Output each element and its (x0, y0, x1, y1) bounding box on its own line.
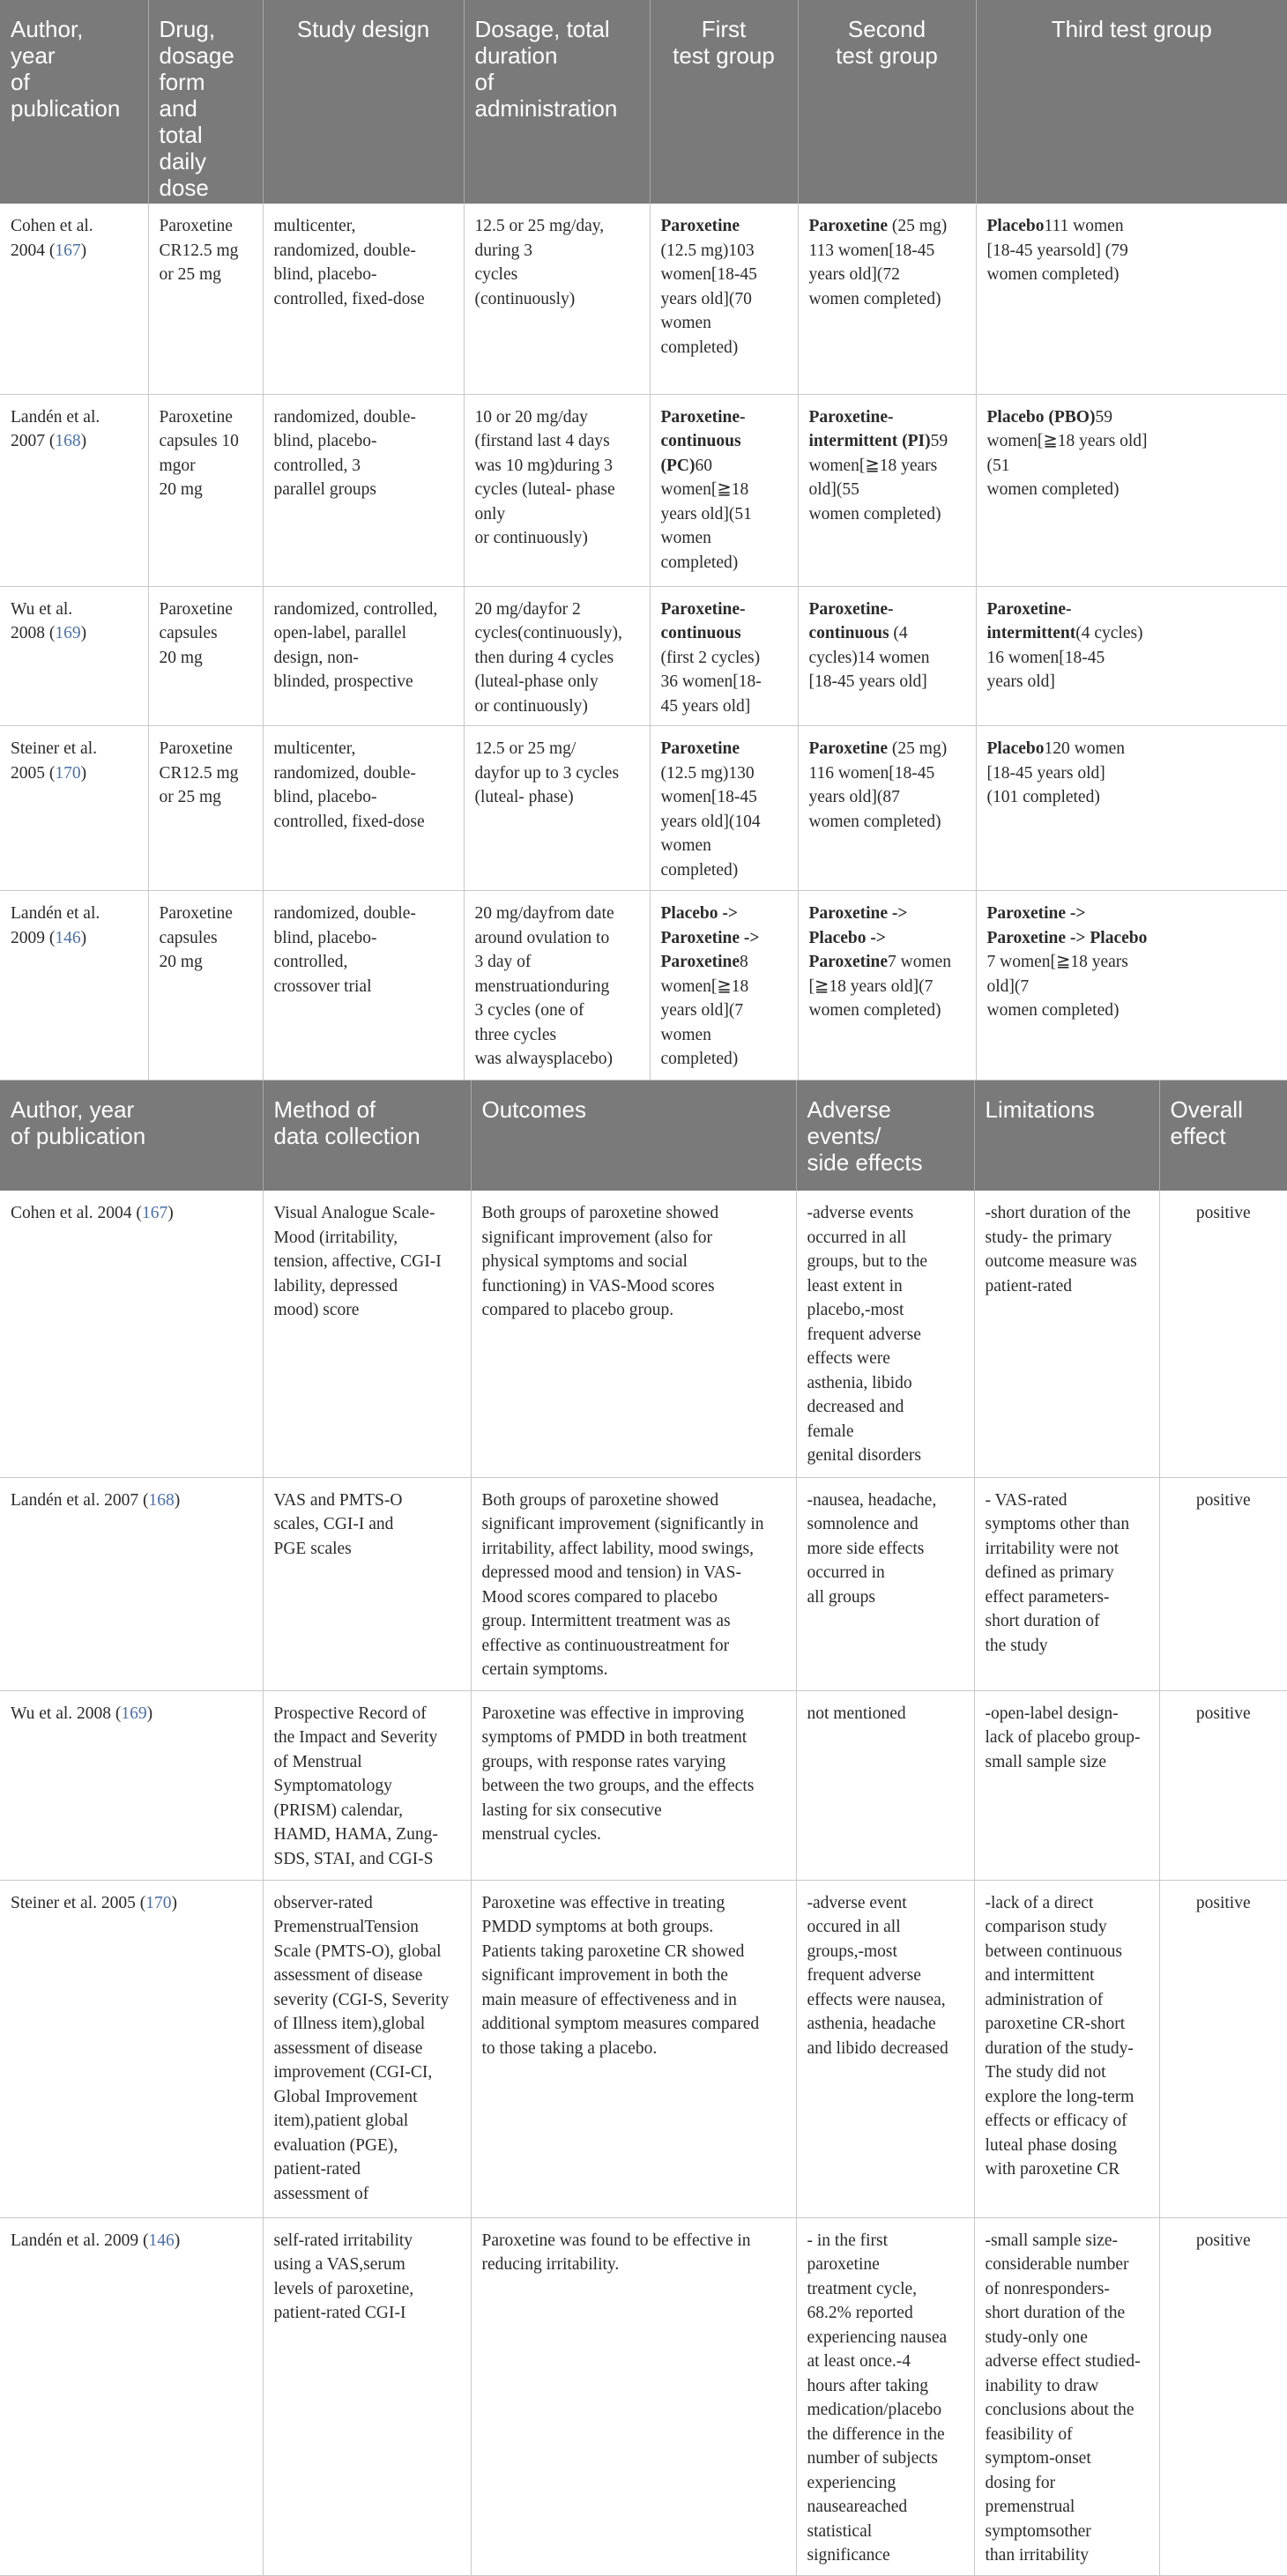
cell-author (0, 1191, 263, 1477)
cell-design: multicenter, randomized, double- blind, placebo- controlled, fixed-dose (263, 204, 464, 394)
cell-design: randomized, controlled, open-label, parallel design, non- blinded, prospective (263, 586, 464, 726)
group-name: Paroxetine- intermittent (PI) (808, 407, 931, 450)
group-detail: (12.5 mg)130 women[18-45 years old](104 women completed) (660, 763, 761, 880)
group-name: Paroxetine- intermittent (986, 599, 1076, 642)
author-text: Landén et al. 2007 ( (11, 1490, 149, 1510)
cell-adverse-events: -adverse event occured in all groups,-most frequent adverse effects were nausea, asthenia, headache and libido decreased (796, 1880, 974, 2217)
table-row (0, 1880, 1287, 2217)
ref-close: ) (80, 241, 87, 260)
cell-design: randomized, double- blind, placebo- controlled, 3 parallel groups (263, 394, 464, 586)
cell-author (0, 1477, 263, 1690)
cell-overall-effect: positive (1159, 1880, 1287, 2217)
cell-limitations: - VAS-rated symptoms other than irritability were not defined as primary effect parameters- short duration of the study (974, 1477, 1159, 1690)
cell-limitations: -small sample size- considerable number of nonresponders- short duration of the study-only one adverse effect studied- inability to draw conclusions about the feasibility of symptom-onset dosing for premenstrual symptomsother than irritability (974, 2217, 1159, 2575)
group-name: Paroxetine- continuous (660, 599, 746, 642)
reference-link[interactable]: 169 (55, 624, 81, 642)
col-header-adverse-events: Adverse events/ side effects (796, 1080, 974, 1191)
cell-dosage: 20 mg/dayfor 2 cycles(continuously), then during 4 cycles (luteal-phase only or continuously) (464, 586, 650, 726)
table-row (0, 2217, 1287, 2575)
cell-limitations: -lack of a direct comparison study between continuous and intermittent administration of paroxetine CR-short duration of the study- The study did not explore the long-term effects or efficacy of luteal phase dosing with paroxetine CR (974, 1880, 1159, 2217)
cell-design: randomized, double- blind, placebo- controlled, crossover trial (263, 891, 464, 1080)
studies-outcomes-table (0, 1080, 1287, 2576)
reference-link[interactable]: 167 (141, 1204, 168, 1222)
group-name: Placebo (986, 739, 1045, 758)
table-row (0, 1477, 1287, 1690)
table-row (0, 1191, 1287, 1477)
table-row (0, 204, 1287, 394)
group-name: Paroxetine- continuous (808, 599, 894, 642)
table-row (0, 394, 1287, 586)
col-header-overall-effect: Overall effect (1159, 1080, 1287, 1191)
col-header-drug: Drug, dosage form and total daily dose (148, 0, 263, 204)
group-detail: 7 women [≧18 years old](7 women completed) (808, 953, 952, 1020)
ref-close: ) (146, 1704, 153, 1723)
cell-third-group (976, 891, 1287, 1080)
group-detail: 59 women[≧18 years old](55 women completed) (808, 432, 949, 523)
cell-author (0, 891, 148, 1080)
cell-third-group (976, 586, 1287, 726)
cell-dosage: 10 or 20 mg/day (firstand last 4 days was 10 mg)during 3 cycles (luteal- phase only or continuously) (464, 394, 650, 586)
ref-close: ) (80, 624, 87, 642)
author-text: Steiner et al. 2005 ( (11, 1893, 146, 1912)
reference-link[interactable]: 167 (55, 241, 81, 260)
group-detail: (25 mg) 116 women[18-45 years old](87 women completed) (808, 739, 948, 831)
cell-author (0, 1880, 263, 2217)
cell-dosage: 12.5 or 25 mg/day, during 3 cycles (continuously) (464, 204, 650, 394)
group-name: Paroxetine (808, 739, 889, 758)
table-row (0, 726, 1287, 891)
cell-author (0, 1690, 263, 1880)
cell-limitations: -short duration of the study- the primary outcome measure was patient-rated (974, 1191, 1159, 1477)
group-detail: (12.5 mg)103 women[18-45 years old](70 women completed) (660, 241, 757, 357)
cell-method: VAS and PMTS-O scales, CGI-I and PGE scales (263, 1477, 471, 1690)
table-header-row (0, 1080, 1287, 1191)
reference-link[interactable]: 146 (148, 2231, 175, 2250)
group-name: Paroxetine (808, 217, 889, 235)
col-header-author: Author, year of publication (0, 0, 148, 204)
col-header-first-group: First test group (650, 0, 798, 204)
table-header-row (0, 0, 1287, 204)
ref-close: ) (174, 1490, 181, 1510)
col-header-study-design: Study design (263, 0, 464, 204)
col-header-outcomes: Outcomes (471, 1080, 796, 1191)
group-detail: (4 cycles) 16 women[18-45 years old] (986, 624, 1143, 691)
table-row (0, 891, 1287, 1080)
cell-drug: Paroxetine capsules 20 mg (148, 891, 263, 1080)
group-name: Paroxetine (660, 739, 740, 758)
group-name: Paroxetine (660, 217, 740, 235)
cell-overall-effect: positive (1159, 2217, 1287, 2575)
cell-second-group (798, 891, 976, 1080)
group-detail: 111 women [18-45 yearsold] (79 women completed) (986, 217, 1128, 284)
cell-second-group (798, 726, 976, 891)
cell-method: observer-rated PremenstrualTension Scale (PMTS-O), global assessment of disease severity (CGI-S, Severity of Illness item),global assessment of disease improvement (CGI-CI, Global Improvement item),patient global evaluation (PGE), patient-rated assessment of (263, 1880, 471, 2217)
table-row (0, 586, 1287, 726)
author-text: Landén et al. 2009 ( (11, 2231, 149, 2250)
cell-method: Visual Analogue Scale- Mood (irritability, tension, affective, CGI-I lability, depressed mood) score (263, 1191, 471, 1477)
cell-first-group (650, 726, 798, 891)
cell-outcomes: Both groups of paroxetine showed significant improvement (also for physical symptoms and social functioning) in VAS-Mood scores compared to placebo group. (471, 1191, 796, 1477)
studies-design-table (0, 0, 1287, 1080)
reference-link[interactable]: 170 (55, 763, 81, 783)
cell-limitations: -open-label design- lack of placebo group- small sample size (974, 1690, 1159, 1880)
cell-author (0, 204, 148, 394)
ref-close: ) (171, 1893, 177, 1912)
group-name: Placebo (PBO) (986, 407, 1096, 427)
group-detail: 7 women[≧18 years old](7 women completed) (986, 953, 1128, 1020)
cell-drug: Paroxetine capsules 10 mgor 20 mg (148, 394, 263, 586)
col-header-dosage: Dosage, total duration of administration (464, 0, 650, 204)
author-text: Wu et al. 2008 ( (11, 599, 73, 642)
cell-outcomes: Paroxetine was found to be effective in reducing irritability. (471, 2217, 796, 2575)
author-text: Wu et al. 2008 ( (11, 1704, 122, 1723)
group-detail: 60 women[≧18 years old](51 women completed) (660, 456, 752, 572)
reference-link[interactable]: 168 (55, 432, 81, 450)
cell-third-group (976, 394, 1287, 586)
author-text: Cohen et al. 2004 ( (11, 1204, 142, 1222)
cell-method: Prospective Record of the Impact and Severity of Menstrual Symptomatology (PRISM) calendar, HAMD, HAMA, Zung- SDS, STAI, and CGI-S (263, 1690, 471, 1880)
cell-dosage: 20 mg/dayfrom date around ovulation to 3 day of menstruationduring 3 cycles (one of three cycles was alwaysplacebo) (464, 891, 650, 1080)
author-text: Landén et al. 2009 ( (11, 904, 100, 947)
reference-link[interactable]: 169 (121, 1704, 147, 1723)
cell-first-group (650, 204, 798, 394)
cell-outcomes: Both groups of paroxetine showed significant improvement (significantly in irritability, affect lability, mood swings, depressed mood and tension) in VAS- Mood scores compared to placebo group. Intermittent treatment was as effective as continuoustreatment for certain symptoms. (471, 1477, 796, 1690)
ref-close: ) (167, 1204, 174, 1222)
group-detail: (4 cycles)14 women [18-45 years old] (808, 624, 930, 691)
cell-second-group (798, 204, 976, 394)
col-header-author: Author, year of publication (0, 1080, 263, 1191)
cell-adverse-events: -nausea, headache, somnolence and more side effects occurred in all groups (796, 1477, 974, 1690)
cell-adverse-events: - in the first paroxetine treatment cycle, 68.2% reported experiencing nausea at least once.-4 hours after taking medication/placebo the difference in the number of subjects experiencing nauseareached statistical significance (796, 2217, 974, 2575)
cell-outcomes: Paroxetine was effective in improving symptoms of PMDD in both treatment groups, with response rates varying between the two groups, and the effects lasting for six consecutive menstrual cycles. (471, 1690, 796, 1880)
group-detail: (first 2 cycles) 36 women[18- 45 years old] (660, 648, 762, 716)
cell-drug: Paroxetine capsules 20 mg (148, 586, 263, 726)
col-header-limitations: Limitations (974, 1080, 1159, 1191)
cell-design: multicenter, randomized, double- blind, placebo- controlled, fixed-dose (263, 726, 464, 891)
group-name: Placebo -> Paroxetine -> Paroxetine (660, 904, 760, 971)
cell-author (0, 726, 148, 891)
cell-first-group (650, 891, 798, 1080)
cell-first-group (650, 394, 798, 586)
group-detail: 120 women [18-45 years old] (101 completed) (986, 739, 1126, 806)
ref-close: ) (80, 432, 87, 450)
cell-first-group (650, 586, 798, 726)
col-header-third-group: Third test group (976, 0, 1287, 204)
cell-author (0, 394, 148, 586)
ref-close: ) (80, 763, 87, 783)
ref-close: ) (80, 928, 87, 947)
group-detail: 59 women[≧18 years old] (51 women completed) (986, 407, 1148, 499)
reference-link[interactable]: 168 (148, 1490, 175, 1510)
cell-drug: Paroxetine CR12.5 mg or 25 mg (148, 726, 263, 891)
group-name: Placebo (986, 217, 1045, 235)
cell-overall-effect: positive (1159, 1690, 1287, 1880)
cell-dosage: 12.5 or 25 mg/ dayfor up to 3 cycles (luteal- phase) (464, 726, 650, 891)
reference-link[interactable]: 170 (145, 1893, 172, 1912)
cell-author (0, 2217, 263, 2575)
cell-overall-effect: positive (1159, 1477, 1287, 1690)
author-text: Steiner et al. 2005 ( (11, 739, 98, 783)
cell-outcomes: Paroxetine was effective in treating PMDD symptoms at both groups. Patients taking paroxetine CR showed significant improvement in both the main measure of effectiveness and in additional symptom measures compared to those taking a placebo. (471, 1880, 796, 2217)
group-detail: (25 mg) 113 women[18-45 years old](72 women completed) (808, 217, 948, 308)
cell-overall-effect: positive (1159, 1191, 1287, 1477)
author-text: Cohen et al. 2004 ( (11, 217, 93, 260)
col-header-second-group: Second test group (798, 0, 976, 204)
table-row (0, 1690, 1287, 1880)
cell-author (0, 586, 148, 726)
cell-third-group (976, 726, 1287, 891)
cell-adverse-events: not mentioned (796, 1690, 974, 1880)
cell-second-group (798, 394, 976, 586)
ref-close: ) (174, 2231, 181, 2250)
cell-adverse-events: -adverse events occurred in all groups, but to the least extent in placebo,-most frequent adverse effects were asthenia, libido decreased and female genital disorders (796, 1191, 974, 1477)
group-name: Paroxetine -> Paroxetine -> Placebo (986, 904, 1148, 947)
cell-third-group (976, 204, 1287, 394)
cell-drug: Paroxetine CR12.5 mg or 25 mg (148, 204, 263, 394)
cell-second-group (798, 586, 976, 726)
group-name: Paroxetine -> Placebo -> Paroxetine (808, 904, 908, 971)
col-header-method: Method of data collection (263, 1080, 471, 1191)
group-detail: 8 women[≧18 years old](7 women completed) (660, 953, 749, 1068)
cell-method: self-rated irritability using a VAS,serum levels of paroxetine, patient-rated CGI-I (263, 2217, 471, 2575)
author-text: Landén et al. 2007 ( (11, 407, 100, 450)
reference-link[interactable]: 146 (55, 928, 81, 947)
group-name: Paroxetine- continuous (PC) (660, 407, 746, 475)
